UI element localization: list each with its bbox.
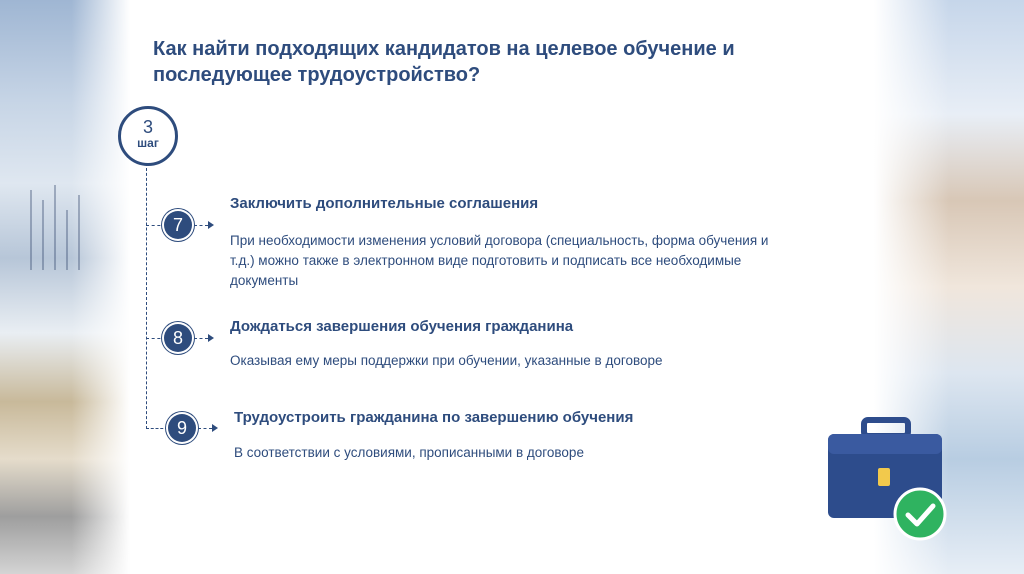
item-number-badge: 7	[164, 211, 192, 239]
step-label: шаг	[137, 136, 159, 150]
item-text: В соответствии с условиями, прописанными в договоре	[234, 445, 584, 460]
item-number-badge: 8	[164, 324, 192, 352]
arrow-right-icon	[212, 424, 218, 432]
arrow-right-icon	[208, 334, 214, 342]
step-indicator	[118, 106, 178, 166]
item-title: Трудоустроить гражданина по завершению обучения	[234, 409, 634, 426]
item-number-badge: 9	[168, 414, 196, 442]
page-title: Как найти подходящих кандидатов на целевое обучение и последующее трудоустройство?	[153, 38, 735, 86]
connector	[146, 225, 166, 226]
item-text: При необходимости изменения условий договора (специальность, форма обучения и т.д.) можно также в электронном виде подготовить и подписать все необходимые документы	[230, 233, 769, 288]
step-number: 3	[142, 117, 153, 137]
item-text: Оказывая ему меры поддержки при обучении, указанные в договоре	[230, 353, 663, 368]
timeline-line	[146, 163, 147, 429]
connector	[194, 225, 208, 226]
connector	[146, 428, 168, 429]
checkmark-icon	[893, 487, 947, 541]
arrow-right-icon	[208, 221, 214, 229]
connector	[146, 338, 166, 339]
connector	[198, 428, 212, 429]
item-title: Дождаться завершения обучения гражданина	[230, 318, 574, 335]
item-title: Заключить дополнительные соглашения	[230, 195, 539, 212]
connector	[194, 338, 208, 339]
decorative-photo-left	[0, 0, 130, 574]
